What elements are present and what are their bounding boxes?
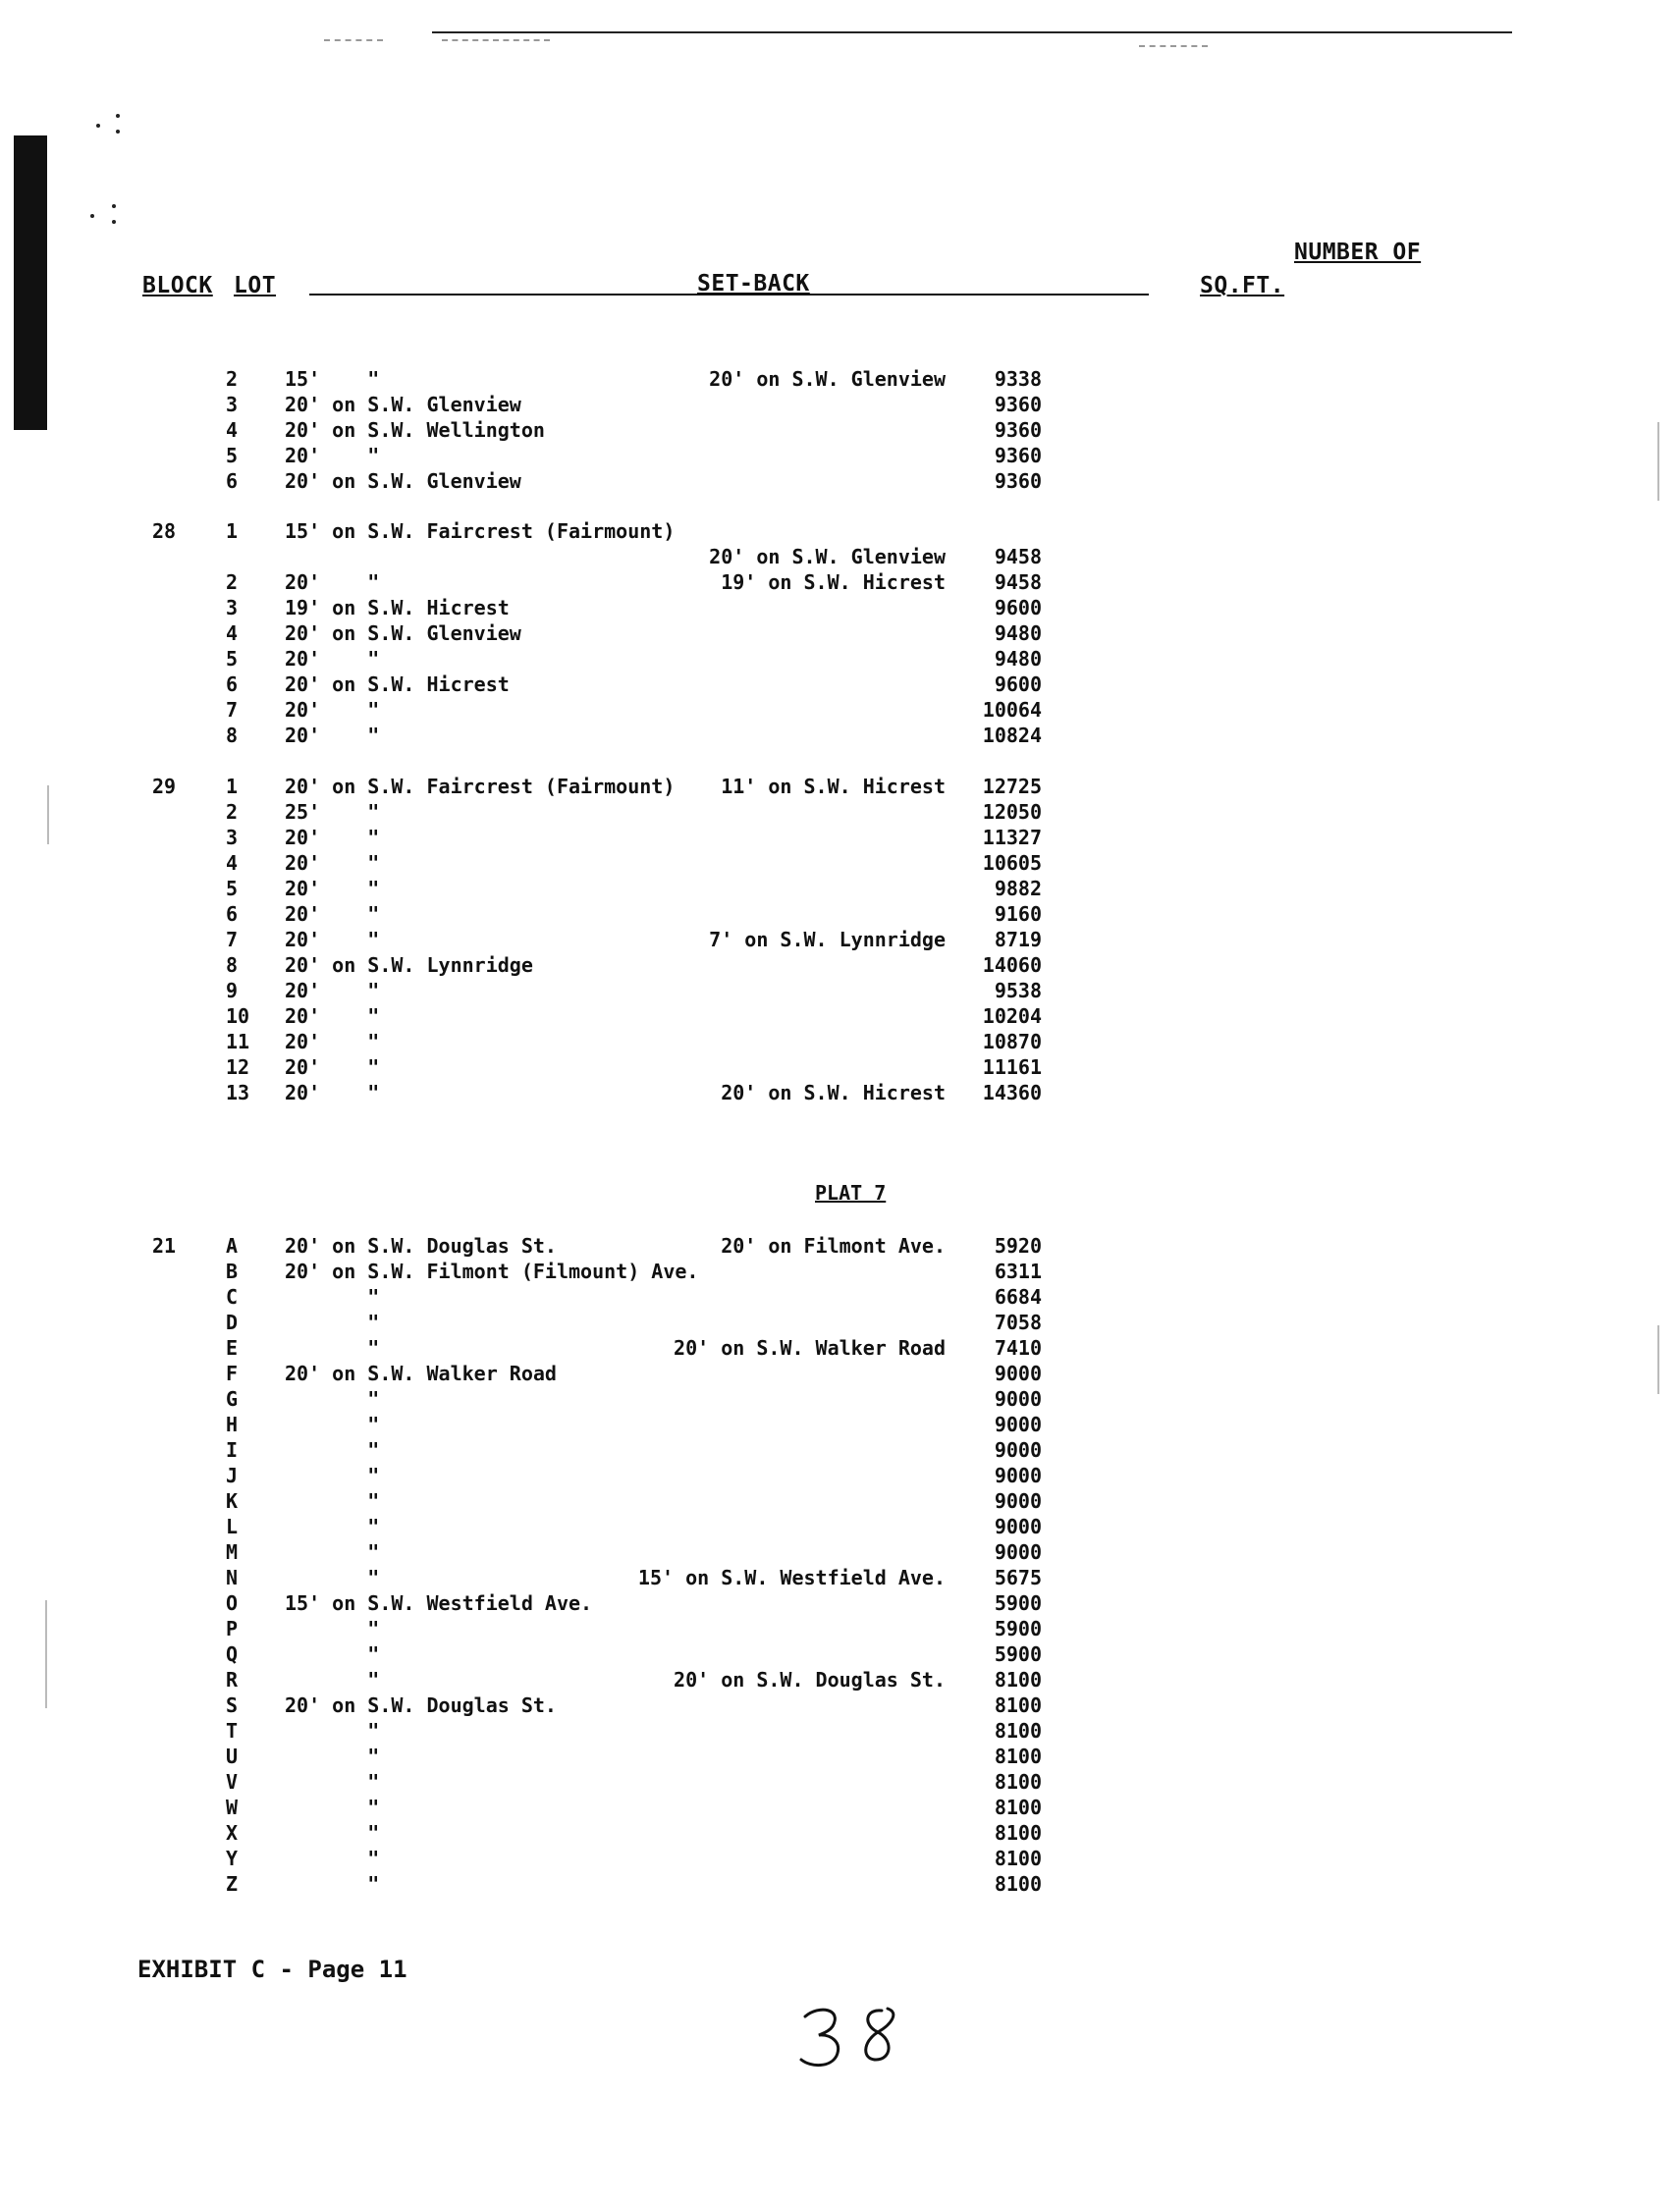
sqft-cell: 5900 <box>994 1591 1042 1615</box>
setback-primary-cell: 20' on S.W. Filmont (Filmount) Ave. <box>285 1260 699 1283</box>
setback-primary-cell: 25' " <box>285 800 380 824</box>
table-row <box>0 697 1680 723</box>
punch-dot <box>112 220 116 224</box>
setback-primary-cell: " <box>285 1642 380 1666</box>
table-row <box>0 1718 1680 1744</box>
setback-primary-cell: 20' on S.W. Glenview <box>285 393 521 416</box>
header-sqft-line1: NUMBER OF <box>1294 240 1422 265</box>
table-row <box>0 1488 1680 1514</box>
setback-primary-cell: 20' on S.W. Wellington <box>285 418 545 442</box>
lot-cell: 2 <box>226 367 239 391</box>
setback-primary-cell: " <box>285 1311 380 1334</box>
setback-primary-cell: " <box>285 1387 380 1411</box>
table-row <box>0 952 1680 978</box>
table-row <box>0 1616 1680 1641</box>
lot-cell: 1 <box>226 519 239 543</box>
setback-primary-cell: " <box>285 1745 380 1768</box>
table-row <box>0 1769 1680 1795</box>
setback-primary-cell: 20' on S.W. Douglas St. <box>285 1234 557 1258</box>
setback-primary-cell: 20' " <box>285 902 380 926</box>
lot-cell: 4 <box>226 851 239 875</box>
table-row <box>0 1820 1680 1846</box>
block-cell: 21 <box>152 1234 177 1258</box>
sqft-cell: 8100 <box>994 1668 1042 1692</box>
table-row <box>0 1437 1680 1463</box>
lot-cell: 6 <box>226 469 239 493</box>
setback-primary-cell: 15' on S.W. Westfield Ave. <box>285 1591 593 1615</box>
table-row <box>0 569 1680 595</box>
lot-cell: P <box>226 1617 239 1640</box>
lot-cell: H <box>226 1413 239 1436</box>
lot-cell: 7 <box>226 698 239 722</box>
lot-cell: 10 <box>226 1004 250 1028</box>
lot-cell: 3 <box>226 826 239 849</box>
sqft-cell: 8100 <box>994 1796 1042 1819</box>
table-row <box>0 1641 1680 1667</box>
sqft-cell: 9480 <box>994 621 1042 645</box>
setback-primary-cell: " <box>285 1438 380 1462</box>
table-row <box>0 595 1680 620</box>
table-row <box>0 417 1680 443</box>
table-row <box>0 1029 1680 1054</box>
block-cell: 29 <box>152 775 177 798</box>
setback-primary-cell: 20' " <box>285 724 380 747</box>
setback-primary-cell: 20' " <box>285 1004 380 1028</box>
setback-primary-cell: " <box>285 1413 380 1436</box>
sqft-cell: 8100 <box>994 1770 1042 1794</box>
setback-primary-cell: 20' " <box>285 698 380 722</box>
setback-primary-cell: 15' " <box>285 367 380 391</box>
sqft-cell: 10605 <box>982 851 1042 875</box>
table-row <box>0 1744 1680 1769</box>
lot-cell: B <box>226 1260 239 1283</box>
lot-cell: 6 <box>226 672 239 696</box>
setback-primary-cell: " <box>285 1719 380 1743</box>
lot-cell: 4 <box>226 621 239 645</box>
setback-secondary-cell: 20' on S.W. Walker Road <box>674 1336 946 1360</box>
lot-cell: Q <box>226 1642 239 1666</box>
sqft-cell: 9000 <box>994 1387 1042 1411</box>
table-row <box>0 1871 1680 1897</box>
setback-secondary-cell: 20' on S.W. Glenview <box>709 545 946 568</box>
table-row <box>0 1259 1680 1284</box>
table-row <box>0 646 1680 672</box>
setback-primary-cell: " <box>285 1464 380 1487</box>
lot-cell: N <box>226 1566 239 1589</box>
lot-cell: W <box>226 1796 239 1819</box>
sqft-cell: 5920 <box>994 1234 1042 1258</box>
sqft-cell: 12050 <box>982 800 1042 824</box>
punch-dot <box>90 214 94 218</box>
lot-cell: A <box>226 1234 239 1258</box>
table-row <box>0 1693 1680 1718</box>
setback-primary-cell: 19' on S.W. Hicrest <box>285 596 510 619</box>
lot-cell: S <box>226 1693 239 1717</box>
sqft-cell: 8100 <box>994 1719 1042 1743</box>
setback-primary-cell: 20' " <box>285 826 380 849</box>
lot-cell: 1 <box>226 775 239 798</box>
setback-secondary-cell: 7' on S.W. Lynnridge <box>709 928 946 951</box>
lot-cell: 3 <box>226 596 239 619</box>
lot-cell: L <box>226 1515 239 1538</box>
lot-cell: 2 <box>226 570 239 594</box>
setback-primary-cell: 20' " <box>285 647 380 671</box>
sqft-cell: 14060 <box>982 953 1042 977</box>
lot-cell: O <box>226 1591 239 1615</box>
sqft-cell: 8100 <box>994 1693 1042 1717</box>
header-lot: LOT <box>234 273 277 298</box>
lot-cell: U <box>226 1745 239 1768</box>
lot-cell: K <box>226 1489 239 1513</box>
sqft-cell: 8719 <box>994 928 1042 951</box>
sqft-cell: 9480 <box>994 647 1042 671</box>
sqft-cell: 9458 <box>994 570 1042 594</box>
plat-title: PLAT 7 <box>815 1181 887 1205</box>
lot-cell: X <box>226 1821 239 1845</box>
setback-primary-cell: 20' " <box>285 570 380 594</box>
table-row <box>0 799 1680 825</box>
setback-primary-cell: 20' " <box>285 928 380 951</box>
lot-cell: 9 <box>226 979 239 1002</box>
lot-cell: 4 <box>226 418 239 442</box>
lot-cell: 12 <box>226 1055 250 1079</box>
table-row <box>0 825 1680 850</box>
setback-primary-cell: 20' " <box>285 444 380 467</box>
setback-primary-cell: " <box>285 1668 380 1692</box>
table-row <box>0 1386 1680 1412</box>
sqft-cell: 11161 <box>982 1055 1042 1079</box>
top-scan-dash-left <box>324 39 383 41</box>
setback-primary-cell: 20' on S.W. Douglas St. <box>285 1693 557 1717</box>
setback-secondary-cell: 20' on Filmont Ave. <box>721 1234 946 1258</box>
lot-cell: M <box>226 1540 239 1564</box>
setback-primary-cell: 20' " <box>285 1030 380 1053</box>
sqft-cell: 9000 <box>994 1362 1042 1385</box>
setback-primary-cell: " <box>285 1489 380 1513</box>
table-row <box>0 672 1680 697</box>
setback-primary-cell: 20' " <box>285 1055 380 1079</box>
lot-cell: F <box>226 1362 239 1385</box>
table-row <box>0 927 1680 952</box>
lot-cell: E <box>226 1336 239 1360</box>
table-row <box>0 468 1680 494</box>
sqft-cell: 12725 <box>982 775 1042 798</box>
setback-secondary-cell: 20' on S.W. Douglas St. <box>674 1668 946 1692</box>
top-scan-rule <box>432 31 1512 33</box>
setback-primary-cell: " <box>285 1285 380 1309</box>
sqft-cell: 9160 <box>994 902 1042 926</box>
table-row <box>0 1846 1680 1871</box>
sqft-cell: 9338 <box>994 367 1042 391</box>
table-row <box>0 518 1680 544</box>
setback-primary-cell: 20' on S.W. Faircrest (Fairmount) <box>285 775 676 798</box>
sqft-cell: 6311 <box>994 1260 1042 1283</box>
lot-cell: D <box>226 1311 239 1334</box>
lot-cell: 8 <box>226 724 239 747</box>
punch-dot <box>116 114 120 118</box>
table-row <box>0 1463 1680 1488</box>
table-row <box>0 876 1680 901</box>
lot-cell: 6 <box>226 902 239 926</box>
sqft-cell: 8100 <box>994 1847 1042 1870</box>
setback-secondary-cell: 20' on S.W. Glenview <box>709 367 946 391</box>
table-row <box>0 1539 1680 1565</box>
table-row <box>0 1080 1680 1105</box>
setback-primary-cell: " <box>285 1336 380 1360</box>
table-row <box>0 723 1680 748</box>
header-setback: SET-BACK <box>697 271 810 296</box>
setback-primary-cell: 20' on S.W. Walker Road <box>285 1362 557 1385</box>
setback-primary-cell: " <box>285 1847 380 1870</box>
table-row <box>0 1590 1680 1616</box>
setback-primary-cell: 20' " <box>285 1081 380 1104</box>
setback-primary-cell: 15' on S.W. Faircrest (Fairmount) <box>285 519 676 543</box>
sqft-cell: 9600 <box>994 672 1042 696</box>
sqft-cell: 9000 <box>994 1540 1042 1564</box>
lot-cell: 2 <box>226 800 239 824</box>
block-cell: 28 <box>152 519 177 543</box>
table-row <box>0 901 1680 927</box>
sqft-cell: 7058 <box>994 1311 1042 1334</box>
lot-cell: G <box>226 1387 239 1411</box>
punch-dot <box>116 130 120 134</box>
sqft-cell: 9360 <box>994 393 1042 416</box>
lot-cell: J <box>226 1464 239 1487</box>
table-row <box>0 544 1680 569</box>
sqft-cell: 9360 <box>994 418 1042 442</box>
lot-cell: 5 <box>226 444 239 467</box>
sqft-cell: 5900 <box>994 1617 1042 1640</box>
lot-cell: 5 <box>226 647 239 671</box>
setback-primary-cell: " <box>285 1566 380 1589</box>
lot-cell: 13 <box>226 1081 250 1104</box>
header-block: BLOCK <box>142 273 213 298</box>
setback-primary-cell: 20' on S.W. Glenview <box>285 469 521 493</box>
table-row <box>0 1284 1680 1310</box>
lot-cell: C <box>226 1285 239 1309</box>
lot-cell: 3 <box>226 393 239 416</box>
setback-primary-cell: 20' " <box>285 979 380 1002</box>
lot-cell: Z <box>226 1872 239 1896</box>
sqft-cell: 9882 <box>994 877 1042 900</box>
table-row <box>0 1310 1680 1335</box>
lot-cell: 11 <box>226 1030 250 1053</box>
table-row <box>0 1361 1680 1386</box>
handwritten-page-number <box>797 2003 915 2075</box>
table-row <box>0 978 1680 1003</box>
setback-secondary-cell: 19' on S.W. Hicrest <box>721 570 946 594</box>
sqft-cell: 11327 <box>982 826 1042 849</box>
lot-cell: 5 <box>226 877 239 900</box>
sqft-cell: 10204 <box>982 1004 1042 1028</box>
sqft-cell: 7410 <box>994 1336 1042 1360</box>
table-row <box>0 392 1680 417</box>
punch-dot <box>96 124 100 128</box>
lot-cell: V <box>226 1770 239 1794</box>
top-scan-dash-mid <box>442 39 550 41</box>
setback-primary-cell: " <box>285 1796 380 1819</box>
sqft-cell: 9538 <box>994 979 1042 1002</box>
sqft-cell: 14360 <box>982 1081 1042 1104</box>
table-row <box>0 1565 1680 1590</box>
sqft-cell: 9458 <box>994 545 1042 568</box>
setback-secondary-cell: 15' on S.W. Westfield Ave. <box>637 1566 946 1589</box>
setback-primary-cell: " <box>285 1617 380 1640</box>
setback-primary-cell: " <box>285 1821 380 1845</box>
table-row <box>0 1054 1680 1080</box>
setback-primary-cell: 20' " <box>285 851 380 875</box>
sqft-cell: 5900 <box>994 1642 1042 1666</box>
setback-primary-cell: 20' on S.W. Hicrest <box>285 672 510 696</box>
lot-cell: I <box>226 1438 239 1462</box>
sqft-cell: 8100 <box>994 1872 1042 1896</box>
setback-primary-cell: " <box>285 1872 380 1896</box>
lot-cell: 8 <box>226 953 239 977</box>
lot-cell: T <box>226 1719 239 1743</box>
sqft-cell: 5675 <box>994 1566 1042 1589</box>
sqft-cell: 9000 <box>994 1438 1042 1462</box>
punch-dot <box>112 204 116 208</box>
setback-secondary-cell: 11' on S.W. Hicrest <box>721 775 946 798</box>
setback-primary-cell: " <box>285 1515 380 1538</box>
sqft-cell: 8100 <box>994 1821 1042 1845</box>
sqft-cell: 9600 <box>994 596 1042 619</box>
table-row <box>0 1667 1680 1693</box>
sqft-cell: 8100 <box>994 1745 1042 1768</box>
lot-cell: Y <box>226 1847 239 1870</box>
table-row <box>0 366 1680 392</box>
table-row <box>0 850 1680 876</box>
table-row <box>0 1514 1680 1539</box>
table-row <box>0 443 1680 468</box>
header-sqft-line2: SQ.FT. <box>1200 273 1285 298</box>
setback-primary-cell: 20' on S.W. Glenview <box>285 621 521 645</box>
lot-cell: R <box>226 1668 239 1692</box>
sqft-cell: 9000 <box>994 1515 1042 1538</box>
setback-primary-cell: 20' " <box>285 877 380 900</box>
setback-primary-cell: " <box>285 1540 380 1564</box>
lot-cell: 7 <box>226 928 239 951</box>
sqft-cell: 10064 <box>982 698 1042 722</box>
table-row <box>0 1412 1680 1437</box>
setback-primary-cell: " <box>285 1770 380 1794</box>
sqft-cell: 9000 <box>994 1413 1042 1436</box>
top-scan-dash-right <box>1139 45 1208 47</box>
sqft-cell: 9360 <box>994 444 1042 467</box>
table-row <box>0 1003 1680 1029</box>
sqft-cell: 9000 <box>994 1464 1042 1487</box>
table-row <box>0 1795 1680 1820</box>
table-row <box>0 620 1680 646</box>
exhibit-footer: EXHIBIT C - Page 11 <box>137 1956 407 1983</box>
sqft-cell: 10870 <box>982 1030 1042 1053</box>
handwritten-38-signature <box>797 2003 915 2071</box>
sqft-cell: 10824 <box>982 724 1042 747</box>
sqft-cell: 6684 <box>994 1285 1042 1309</box>
sqft-cell: 9000 <box>994 1489 1042 1513</box>
table-row <box>0 1233 1680 1259</box>
setback-secondary-cell: 20' on S.W. Hicrest <box>721 1081 946 1104</box>
setback-primary-cell: 20' on S.W. Lynnridge <box>285 953 533 977</box>
table-row <box>0 1335 1680 1361</box>
sqft-cell: 9360 <box>994 469 1042 493</box>
table-row <box>0 774 1680 799</box>
